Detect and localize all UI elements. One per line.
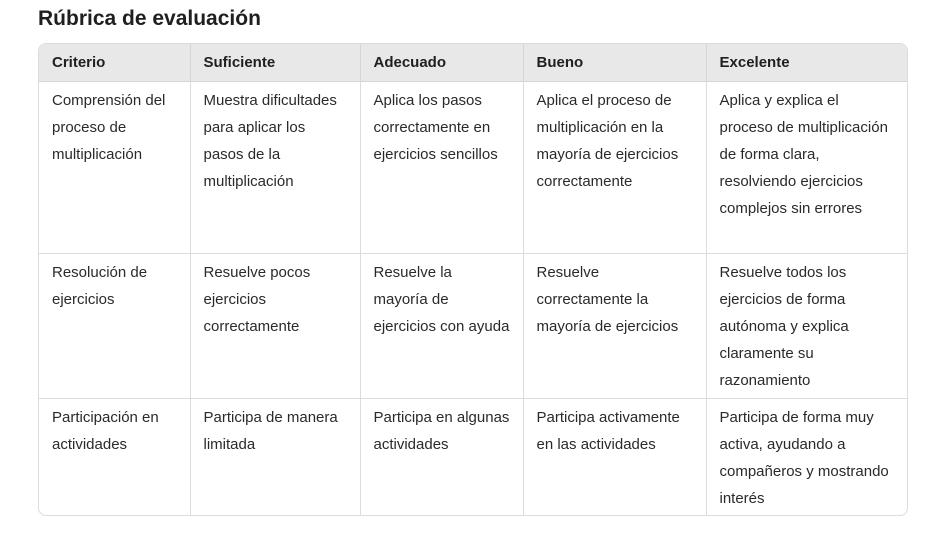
- rubric-table-container: [38, 43, 908, 516]
- cell-adecuado: Aplica los pasos correctamente en ejercicios sencillos: [360, 81, 523, 253]
- cell-bueno: Aplica el proceso de multiplicación en la mayoría de ejercicios correctamente: [523, 81, 706, 253]
- header-suficiente: Suficiente: [190, 44, 360, 81]
- page-title: Rúbrica de evaluación: [38, 7, 261, 30]
- header-row: [39, 44, 908, 81]
- table-row: [39, 253, 908, 398]
- cell-suficiente: Resuelve pocos ejercicios correctamente: [190, 253, 360, 398]
- header-criterio: Criterio: [39, 44, 190, 81]
- cell-suficiente: Participa de manera limitada: [190, 398, 360, 515]
- cell-criterio: Resolución de ejercicios: [39, 253, 190, 398]
- cell-suficiente: Muestra dificultades para aplicar los pasos de la multiplicación: [190, 81, 360, 253]
- header-bueno: Bueno: [523, 44, 706, 81]
- header-excelente: Excelente: [706, 44, 908, 81]
- cell-criterio: Participación en actividades: [39, 398, 190, 515]
- cell-excelente: Resuelve todos los ejercicios de forma autónoma y explica claramente su razonamiento: [706, 253, 908, 398]
- table-body: [39, 81, 908, 515]
- header-adecuado: Adecuado: [360, 44, 523, 81]
- cell-excelente: Aplica y explica el proceso de multiplicación de forma clara, resolviendo ejercicios complejos sin errores: [706, 81, 908, 253]
- cell-excelente: Participa de forma muy activa, ayudando a compañeros y mostrando interés: [719, 408, 889, 507]
- cell-adecuado: Resuelve la mayoría de ejercicios con ayuda: [360, 253, 523, 398]
- table-header: [39, 44, 908, 81]
- table-row: [39, 81, 908, 253]
- cell-adecuado: Participa en algunas actividades: [360, 398, 523, 515]
- cell-bueno: Participa activamente en las actividades: [523, 398, 706, 515]
- cell-bueno: Resuelve correctamente la mayoría de ejercicios: [523, 253, 706, 398]
- table-row: [39, 398, 908, 515]
- cell-criterio: Comprensión del proceso de multiplicación: [39, 81, 190, 253]
- rubric-table: [39, 44, 908, 515]
